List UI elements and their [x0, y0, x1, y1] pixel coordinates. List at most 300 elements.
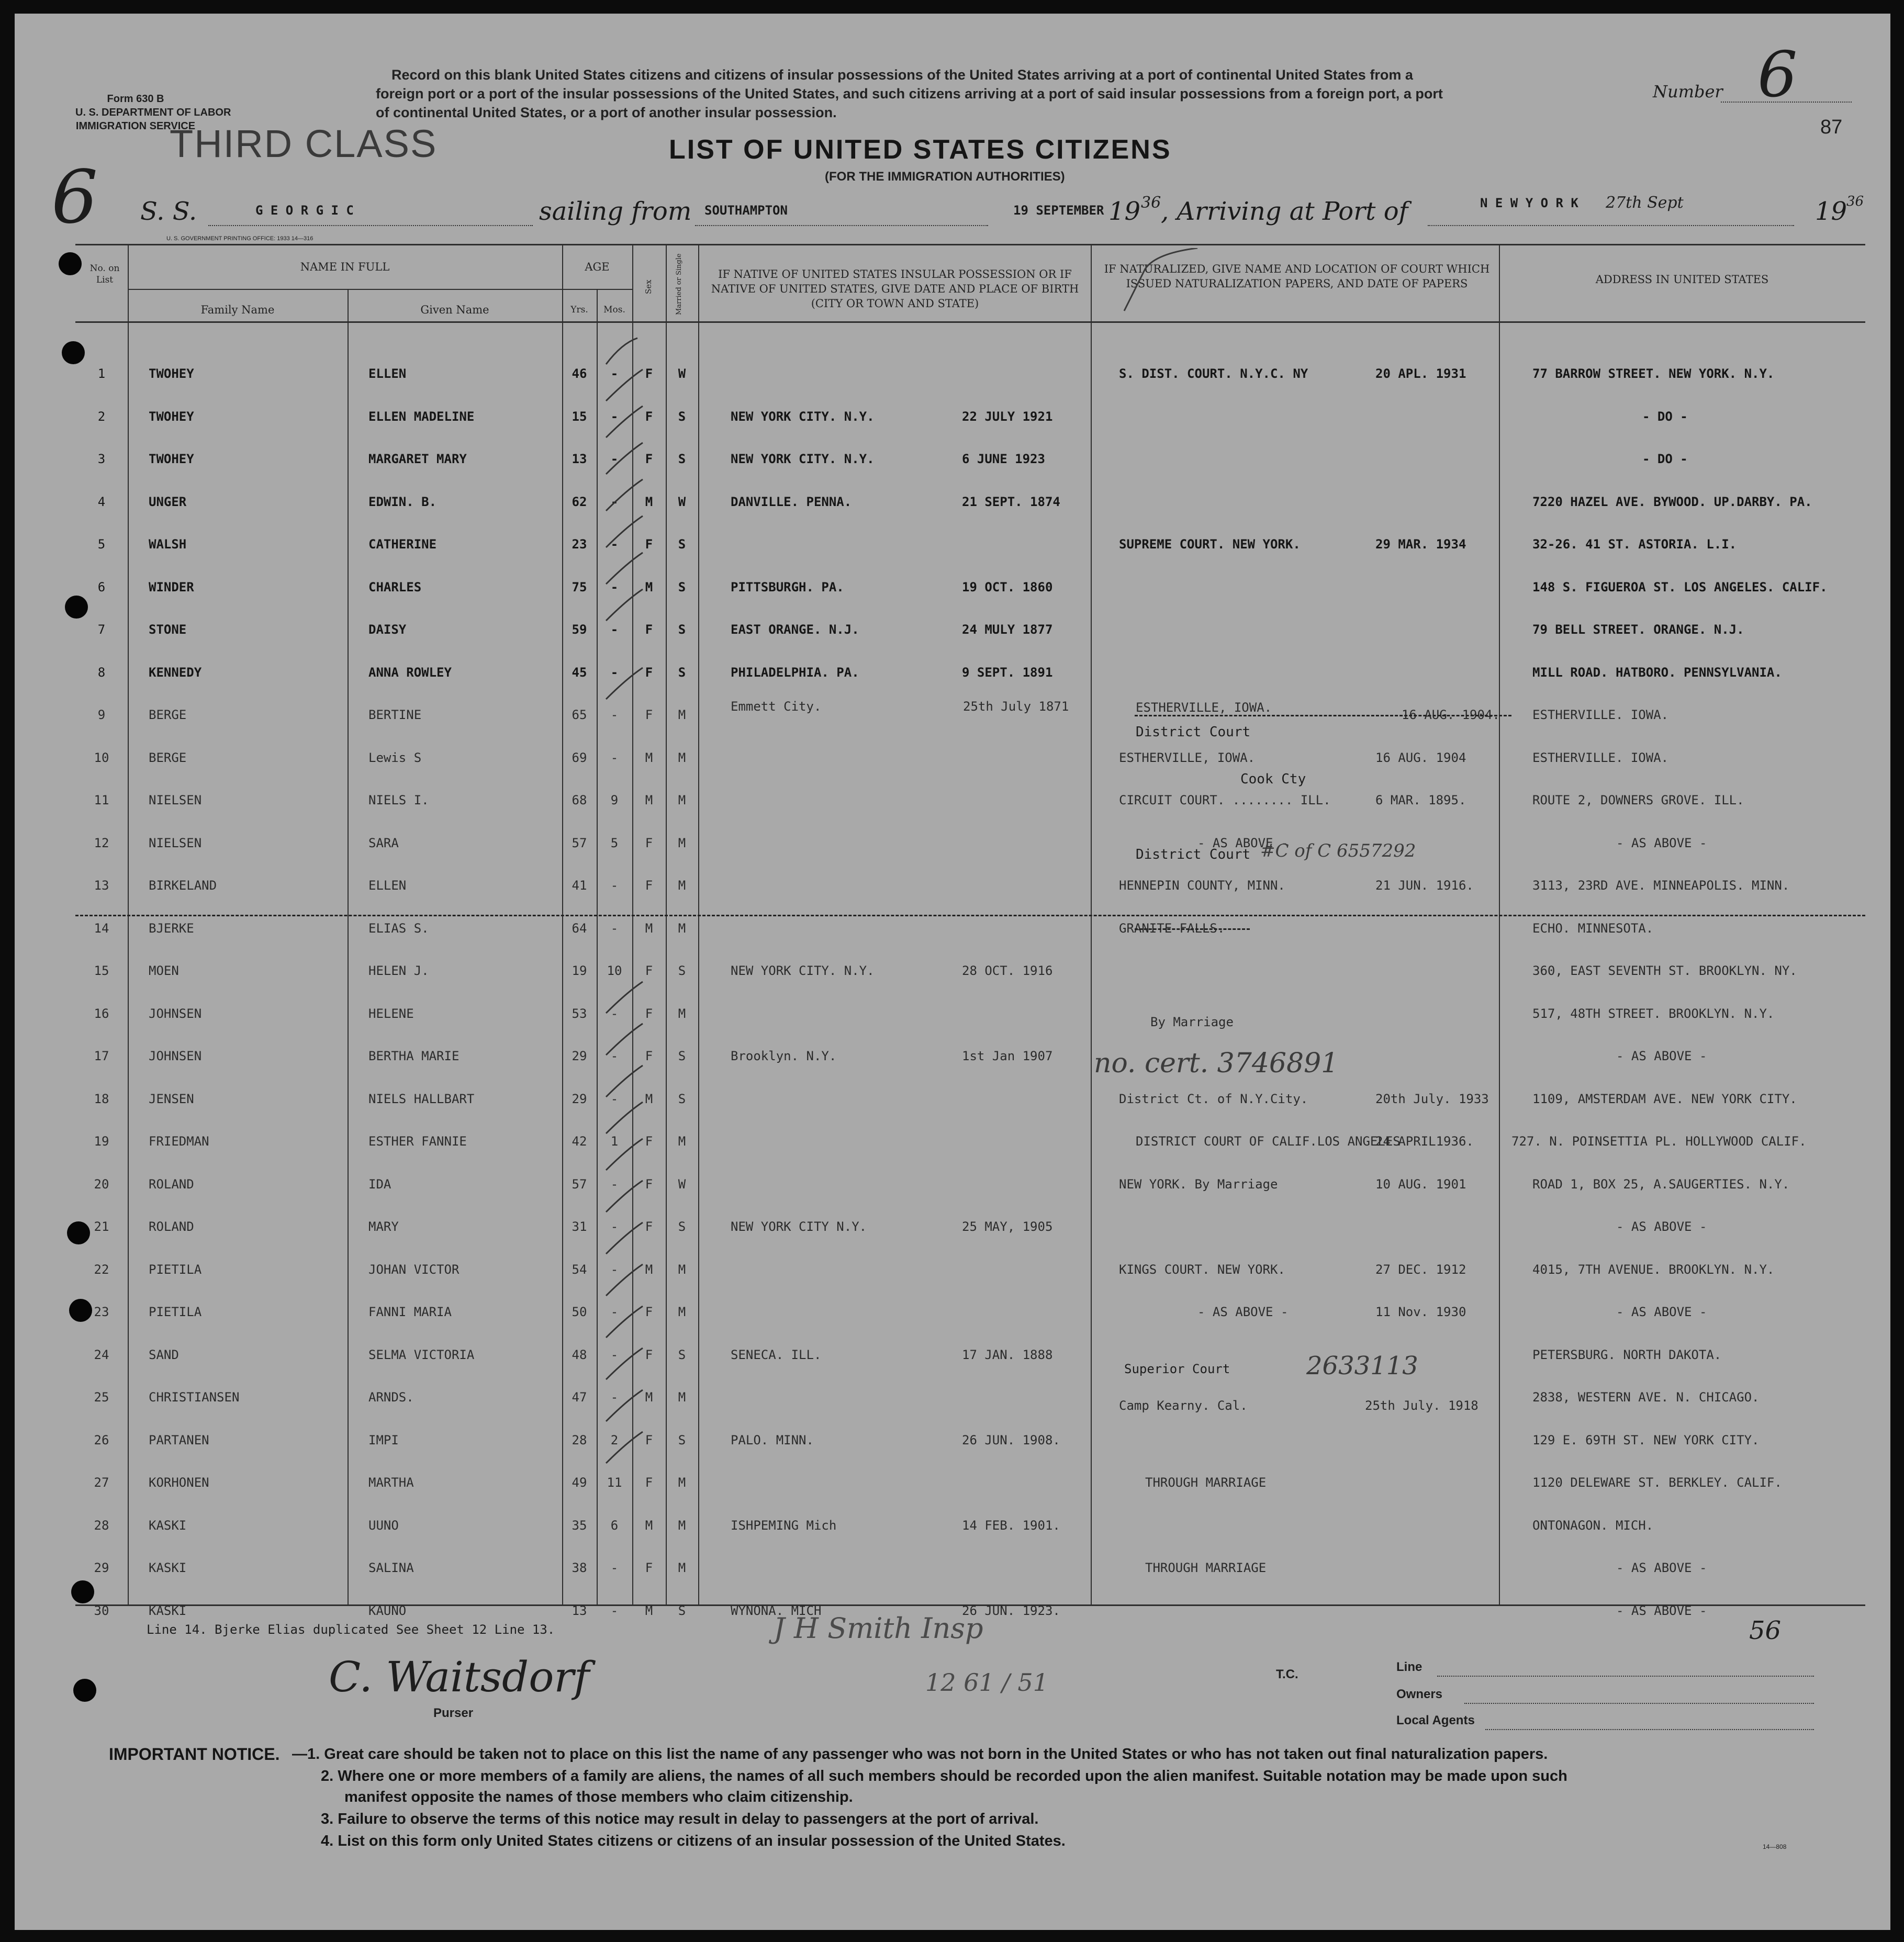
row-number: 18: [94, 1091, 109, 1106]
us-address: - AS ABOVE -: [1616, 1561, 1707, 1575]
row-number: 28: [94, 1518, 109, 1533]
row-number: 30: [94, 1603, 109, 1618]
family-name: KASKI: [149, 1561, 187, 1575]
family-name: BERGE: [149, 750, 187, 765]
birth-date: 28 OCT. 1916: [962, 963, 1053, 978]
birth-date: 14 FEB. 1901.: [962, 1518, 1060, 1533]
table-row: [15, 610, 1890, 647]
given-name: EDWIN. B.: [368, 494, 437, 509]
birth-place: WYNONA. MICH: [731, 1603, 822, 1618]
age-years: 15: [572, 409, 587, 424]
marital-status: M: [678, 921, 686, 936]
arrival-port: N E W Y O R K: [1480, 196, 1578, 210]
sex: F: [645, 1347, 653, 1362]
age-months: -: [610, 1305, 619, 1319]
row-number: 15: [94, 963, 109, 978]
given-name: ESTHER FANNIE: [368, 1134, 467, 1149]
birth-place: SENECA. ILL.: [731, 1347, 822, 1362]
family-name: TWOHEY: [149, 452, 194, 466]
marital-status: S: [678, 1049, 686, 1063]
table-row: [15, 951, 1890, 989]
age-years: 50: [572, 1305, 587, 1319]
instructions-line-2: foreign port or a port of the insular possessions of the United States, and such citizens arriving at a port of said insular possessions from a foreign port, a port: [376, 86, 1443, 102]
sex: F: [645, 878, 653, 893]
us-address: ONTONAGON. MICH.: [1532, 1518, 1654, 1533]
naturalization-court: District Ct. of N.Y.City.: [1119, 1091, 1308, 1106]
given-name: MARTHA: [368, 1475, 414, 1490]
punch-hole: [73, 1679, 96, 1702]
us-address: - AS ABOVE -: [1616, 1305, 1707, 1319]
marital-status: S: [678, 1219, 686, 1234]
us-address: - DO -: [1642, 452, 1688, 466]
age-months: -: [610, 1347, 619, 1362]
marital-status: S: [678, 1432, 686, 1447]
sex: F: [645, 963, 653, 978]
birth-place: ISHPEMING Mich: [731, 1518, 837, 1533]
given-name: ANNA ROWLEY: [368, 665, 452, 680]
given-name: NIELS HALLBART: [368, 1091, 475, 1106]
marital-status: M: [678, 1006, 686, 1021]
page-title: LIST OF UNITED STATES CITIZENS: [669, 134, 1172, 165]
sailing-from-label: sailing from: [539, 197, 692, 226]
table-row: [15, 908, 1890, 946]
naturalization-court: CIRCUIT COURT. ........ ILL.: [1119, 793, 1331, 807]
marital-status: S: [678, 409, 686, 424]
family-name: BIRKELAND: [149, 878, 217, 893]
age-years: 57: [572, 835, 587, 850]
sex: M: [645, 750, 653, 765]
row-number: 4: [97, 494, 106, 509]
birth-date: 6 JUNE 1923: [962, 452, 1045, 466]
row-number: 8: [97, 665, 106, 680]
birth-date: 25 MAY, 1905: [962, 1219, 1053, 1234]
sailing-year-suffix: 36: [1141, 194, 1161, 212]
age-months: 10: [607, 963, 622, 978]
us-address: ESTHERVILLE. IOWA.: [1532, 750, 1669, 765]
table-row: [15, 1506, 1890, 1543]
given-name: SARA: [368, 835, 399, 850]
sex: F: [645, 1305, 653, 1319]
arrival-year-suffix: 36: [1846, 194, 1864, 209]
family-name: KASKI: [149, 1603, 187, 1618]
age-months: -: [610, 452, 619, 466]
age-years: 59: [572, 622, 587, 637]
family-name: FRIEDMAN: [149, 1134, 209, 1149]
family-name: ROLAND: [149, 1176, 194, 1192]
header-married-or-single: Married or Single: [675, 253, 683, 315]
naturalization-court: NEW YORK. By Marriage: [1119, 1176, 1278, 1192]
given-name: ELIAS S.: [368, 921, 429, 936]
us-address: ROUTE 2, DOWNERS GROVE. ILL.: [1532, 793, 1744, 807]
given-name: HELENE: [368, 1006, 414, 1021]
sex: F: [645, 708, 653, 722]
tick-marks: [585, 333, 690, 1589]
page-total: 56: [1749, 1616, 1782, 1645]
table-row: [15, 1420, 1890, 1458]
number-label: Number: [1653, 82, 1723, 102]
row-number: 14: [94, 921, 109, 936]
age-months: -: [610, 494, 619, 509]
notice-2: 2. Where one or more members of a family are aliens, the names of all such members should be recorded upon the alien manifest. Suitable notation may be made upon such: [321, 1768, 1567, 1784]
age-years: 29: [572, 1091, 587, 1106]
sailing-year-prefix: 19: [1108, 197, 1141, 226]
marital-status: W: [678, 366, 686, 381]
row-number: 5: [97, 537, 106, 552]
notice-4: 4. List on this form only United States citizens or citizens of an insular possession of the United States.: [321, 1833, 1066, 1849]
table-row: [15, 439, 1890, 477]
naturalization-court: ESTHERVILLE, IOWA.: [1136, 700, 1272, 715]
age-months: -: [610, 1006, 619, 1021]
us-address: PETERSBURG. NORTH DAKOTA.: [1532, 1347, 1722, 1362]
table-row: [15, 780, 1890, 818]
age-months: -: [610, 1262, 619, 1277]
us-address: 79 BELL STREET. ORANGE. N.J.: [1532, 622, 1744, 637]
age-months: -: [610, 1390, 619, 1405]
marital-status: M: [678, 750, 686, 765]
form-number: Form 630 B: [107, 93, 164, 105]
sailing-from-port: SOUTHAMPTON: [704, 203, 788, 218]
sex: F: [645, 409, 653, 424]
family-name: KORHONEN: [149, 1475, 209, 1490]
family-name: STONE: [149, 622, 187, 637]
age-months: -: [610, 750, 619, 765]
age-years: 13: [572, 1603, 587, 1618]
family-name: TWOHEY: [149, 409, 194, 424]
purser-signature: C. Waitsdorf: [329, 1653, 590, 1701]
sex: M: [645, 793, 653, 807]
family-name: PARTANEN: [149, 1432, 209, 1447]
age-years: 45: [572, 665, 587, 680]
birth-place: EAST ORANGE. N.J.: [731, 622, 859, 637]
row25-court-prefix: Superior Court: [1124, 1362, 1230, 1376]
row-number: 17: [94, 1049, 109, 1063]
birth-date: 19 OCT. 1860: [962, 579, 1053, 594]
sex: F: [645, 1561, 653, 1575]
us-address: 360, EAST SEVENTH ST. BROOKLYN. NY.: [1532, 963, 1797, 978]
given-name: FANNI MARIA: [368, 1305, 452, 1319]
row-number: 24: [94, 1347, 109, 1362]
row13-court-prefix: District Court: [1136, 847, 1251, 862]
sex: F: [645, 537, 653, 552]
port-dotted-line: [695, 225, 988, 226]
family-name: JENSEN: [149, 1091, 194, 1106]
age-months: -: [610, 622, 619, 637]
ss-label: S. S.: [140, 197, 197, 226]
row-number: 2: [97, 409, 106, 424]
row-14-court-strikethrough: [1135, 928, 1250, 930]
ship-name: G E O R G I C: [255, 203, 354, 218]
row-number: 9: [97, 708, 106, 722]
table-row: [15, 738, 1890, 776]
family-name: BJERKE: [149, 921, 194, 936]
naturalization-court: ESTHERVILLE, IOWA.: [1119, 750, 1256, 765]
agents-dotted: [1485, 1729, 1814, 1730]
naturalization-court: - AS ABOVE -: [1197, 1305, 1289, 1319]
birth-place: PHILADELPHIA. PA.: [731, 665, 859, 680]
age-months: 6: [610, 1518, 619, 1533]
naturalization-court: DISTRICT COURT OF CALIF.LOS ANGELES: [1136, 1134, 1401, 1149]
naturalization-date: 16 AUG. 1904.: [1402, 708, 1500, 722]
age-years: 48: [572, 1347, 587, 1362]
table-row: [15, 1250, 1890, 1287]
naturalization-date: 24 APRIL1936.: [1375, 1134, 1474, 1149]
header-mos: Mos.: [603, 305, 625, 315]
given-name: SELMA VICTORIA: [368, 1347, 475, 1362]
table-row: [15, 1164, 1890, 1202]
sex: F: [645, 366, 653, 381]
check-mark-header: [1114, 248, 1208, 321]
family-name: JOHNSEN: [149, 1049, 202, 1063]
family-name: KENNEDY: [149, 665, 202, 680]
family-name: TWOHEY: [149, 366, 194, 381]
birth-date: 9 SEPT. 1891: [962, 665, 1053, 680]
age-months: -: [610, 579, 619, 594]
naturalization-court: SUPREME COURT. NEW YORK.: [1119, 537, 1301, 552]
sex: M: [645, 1262, 653, 1277]
birth-place: NEW YORK CITY N.Y.: [731, 1219, 867, 1234]
age-months: -: [610, 537, 619, 552]
marital-status: M: [678, 1475, 686, 1490]
table-row: [15, 653, 1890, 690]
sex: M: [645, 1603, 653, 1618]
row-number: 23: [94, 1305, 109, 1319]
row-number: 29: [94, 1561, 109, 1575]
naturalization-date: 29 MAR. 1934: [1375, 537, 1466, 552]
sex: F: [645, 622, 653, 637]
line-dotted: [1437, 1676, 1814, 1677]
sex: F: [645, 1432, 653, 1447]
given-name: CATHERINE: [368, 537, 437, 552]
age-years: 75: [572, 579, 587, 594]
third-class-stamp: THIRD CLASS: [170, 122, 438, 165]
sex: F: [645, 1176, 653, 1192]
row-number: 11: [94, 793, 109, 807]
header-age: AGE: [585, 261, 610, 273]
arrival-year-prefix: 19: [1815, 197, 1847, 226]
birth-place: NEW YORK CITY. N.Y.: [731, 409, 875, 424]
given-name: ELLEN: [368, 366, 407, 381]
age-months: -: [610, 1219, 619, 1234]
birth-date: 21 SEPT. 1874: [962, 494, 1060, 509]
sailing-date: 19 SEPTEMBER: [1013, 203, 1104, 218]
header-sex: Sex: [644, 279, 653, 294]
age-years: 47: [572, 1390, 587, 1405]
birth-date: 24 MULY 1877: [962, 622, 1053, 637]
notice-2-continued: manifest opposite the names of those members who claim citizenship.: [344, 1789, 853, 1805]
row10-court-prefix: District Court: [1136, 724, 1251, 740]
table-row: [15, 1121, 1890, 1159]
sex: M: [645, 579, 653, 594]
punch-hole: [59, 252, 82, 275]
table-row: [15, 1079, 1890, 1117]
naturalization-date: 27 DEC. 1912: [1375, 1262, 1466, 1277]
local-agents-label: Local Agents: [1396, 1713, 1475, 1727]
naturalization-court: By Marriage: [1150, 1014, 1234, 1029]
us-address: 727. N. POINSETTIA PL. HOLLYWOOD CALIF.: [1511, 1134, 1807, 1149]
us-address: 1109, AMSTERDAM AVE. NEW YORK CITY.: [1532, 1091, 1797, 1106]
header-address: ADDRESS IN UNITED STATES: [1595, 273, 1769, 286]
marital-status: S: [678, 1347, 686, 1362]
sex: F: [645, 1006, 653, 1021]
naturalization-court: S. DIST. COURT. N.Y.C. NY: [1119, 366, 1308, 381]
row-number: 25: [94, 1390, 109, 1405]
sex: F: [645, 1134, 653, 1149]
table-row: [15, 1207, 1890, 1244]
marital-status: M: [678, 878, 686, 893]
age-months: -: [610, 366, 619, 381]
row11-county: Cook Cty: [1240, 771, 1306, 787]
given-name: IDA: [368, 1176, 391, 1192]
row-9-court-strikethrough: [1135, 715, 1511, 716]
naturalization-court: THROUGH MARRIAGE: [1145, 1561, 1267, 1575]
birth-date: 25th July 1871: [963, 699, 1069, 714]
naturalization-date: 20 APL. 1931: [1375, 366, 1466, 381]
age-months: 2: [610, 1432, 619, 1447]
age-months: 11: [607, 1475, 622, 1490]
marital-status: M: [678, 708, 686, 722]
birth-place: Emmett City.: [731, 699, 822, 714]
family-name: PIETILA: [149, 1305, 202, 1319]
naturalization-date: 10 AUG. 1901: [1375, 1176, 1466, 1192]
sex: F: [645, 665, 653, 680]
naturalization-court: HENNEPIN COUNTY, MINN.: [1119, 878, 1285, 893]
us-address: ROAD 1, BOX 25, A.SAUGERTIES. N.Y.: [1532, 1176, 1790, 1192]
us-address: 1120 DELEWARE ST. BERKLEY. CALIF.: [1532, 1475, 1782, 1490]
sex: M: [645, 1091, 653, 1106]
marital-status: M: [678, 1134, 686, 1149]
family-name: BERGE: [149, 708, 187, 722]
table-row: [15, 1292, 1890, 1330]
table-row: [15, 1463, 1890, 1500]
manifest-number: 6: [1757, 39, 1798, 111]
fraction-mark: 12 61 / 51: [925, 1668, 1048, 1697]
age-months: -: [610, 708, 619, 722]
marital-status: M: [678, 1262, 686, 1277]
given-name: ELLEN MADELINE: [368, 409, 475, 424]
marital-status: M: [678, 793, 686, 807]
row-number: 20: [94, 1176, 109, 1192]
table-row: [15, 1036, 1890, 1074]
marital-status: W: [678, 1176, 686, 1192]
owners-label: Owners: [1396, 1687, 1443, 1701]
birth-place: PITTSBURGH. PA.: [731, 579, 844, 594]
row-number: 7: [97, 622, 106, 637]
naturalization-date: 21 JUN. 1916.: [1375, 878, 1474, 893]
family-name: NIELSEN: [149, 793, 202, 807]
us-address: 3113, 23RD AVE. MINNEAPOLIS. MINN.: [1532, 878, 1790, 893]
table-row: [15, 1548, 1890, 1586]
age-years: 49: [572, 1475, 587, 1490]
marital-status: S: [678, 452, 686, 466]
header-given-name: Given Name: [420, 304, 489, 316]
us-address: MILL ROAD. HATBORO. PENNSYLVANIA.: [1532, 665, 1782, 680]
row-number: 13: [94, 878, 109, 893]
notice-1: —1. Great care should be taken not to place on this list the name of any passenger who was not born in the United States or who has not taken out final naturalization papers.: [292, 1746, 1548, 1763]
naturalization-date: 6 MAR. 1895.: [1375, 793, 1466, 807]
marital-status: M: [678, 1561, 686, 1575]
marital-status: S: [678, 1091, 686, 1106]
age-years: 38: [572, 1561, 587, 1575]
given-name: ARNDS.: [368, 1390, 414, 1405]
us-address: - AS ABOVE -: [1616, 1603, 1707, 1618]
instructions-line-1: Record on this blank United States citizens and citizens of insular possessions of the United States arriving at a port of continental United States from a: [391, 67, 1413, 83]
header-birth: IF NATIVE OF UNITED STATES INSULAR POSSESSION OR IF NATIVE OF UNITED STATES, GIVE DATE AND PLACE OF BIRTH (CITY OR TOWN AND STATE): [711, 268, 1079, 310]
table-row: [15, 823, 1890, 861]
row-number: 16: [94, 1006, 109, 1021]
row-number: 1: [97, 366, 106, 381]
given-name: BERTINE: [368, 708, 422, 722]
birth-date: 22 JULY 1921: [962, 409, 1053, 424]
us-address: 2838, WESTERN AVE. N. CHICAGO.: [1532, 1390, 1760, 1405]
age-years: 69: [572, 750, 587, 765]
age-years: 35: [572, 1518, 587, 1533]
family-name: UNGER: [149, 494, 187, 509]
given-name: CHARLES: [368, 579, 422, 594]
us-address: - DO -: [1642, 409, 1688, 424]
age-months: 1: [610, 1134, 619, 1149]
age-months: -: [610, 1176, 619, 1192]
family-name: KASKI: [149, 1518, 187, 1533]
marital-status: S: [678, 963, 686, 978]
table-row: [15, 354, 1890, 391]
header-name-in-full: NAME IN FULL: [300, 261, 390, 273]
given-name: DAISY: [368, 622, 407, 637]
page-subtitle: (FOR THE IMMIGRATION AUTHORITIES): [825, 170, 1065, 184]
service-name: IMMIGRATION SERVICE: [75, 120, 196, 132]
family-name: WALSH: [149, 537, 187, 552]
us-address: ESTHERVILLE. IOWA.: [1532, 708, 1669, 722]
table-row: [15, 994, 1890, 1031]
marital-status: S: [678, 537, 686, 552]
us-address: - AS ABOVE -: [1616, 1049, 1707, 1063]
age-months: -: [610, 1561, 619, 1575]
row-number: 3: [97, 452, 106, 466]
owners-dotted: [1464, 1703, 1814, 1704]
marital-status: M: [678, 835, 686, 850]
us-address: 148 S. FIGUEROA ST. LOS ANGELES. CALIF.: [1532, 579, 1828, 594]
given-name: UUNO: [368, 1518, 399, 1533]
given-name: BERTHA MARIE: [368, 1049, 460, 1063]
age-years: 57: [572, 1176, 587, 1192]
family-name: NIELSEN: [149, 835, 202, 850]
row25-certificate: 2633113: [1306, 1351, 1418, 1380]
age-months: -: [610, 878, 619, 893]
us-address: - AS ABOVE -: [1616, 1219, 1707, 1234]
row-number: 21: [94, 1219, 109, 1234]
age-years: 64: [572, 921, 587, 936]
row-number: 19: [94, 1134, 109, 1149]
given-name: IMPI: [368, 1432, 399, 1447]
sex: M: [645, 921, 653, 936]
marital-status: S: [678, 1603, 686, 1618]
department-name: U. S. DEPARTMENT OF LABOR: [75, 107, 231, 118]
age-years: 31: [572, 1219, 587, 1234]
us-address: ECHO. MINNESOTA.: [1532, 921, 1654, 936]
age-years: 13: [572, 452, 587, 466]
table-row: [15, 482, 1890, 520]
age-months: -: [610, 921, 619, 936]
us-address: 4015, 7TH AVENUE. BROOKLYN. N.Y.: [1532, 1262, 1775, 1277]
age-months: -: [610, 665, 619, 680]
birth-place: DANVILLE. PENNA.: [731, 494, 852, 509]
table-row: [15, 524, 1890, 562]
given-name: NIELS I.: [368, 793, 429, 807]
us-address: 77 BARROW STREET. NEW YORK. N.Y.: [1532, 366, 1775, 381]
birth-date: 26 JUN. 1923.: [962, 1603, 1060, 1618]
age-years: 23: [572, 537, 587, 552]
table-header-rule: [75, 321, 1865, 323]
table-top-rule: [75, 244, 1865, 245]
